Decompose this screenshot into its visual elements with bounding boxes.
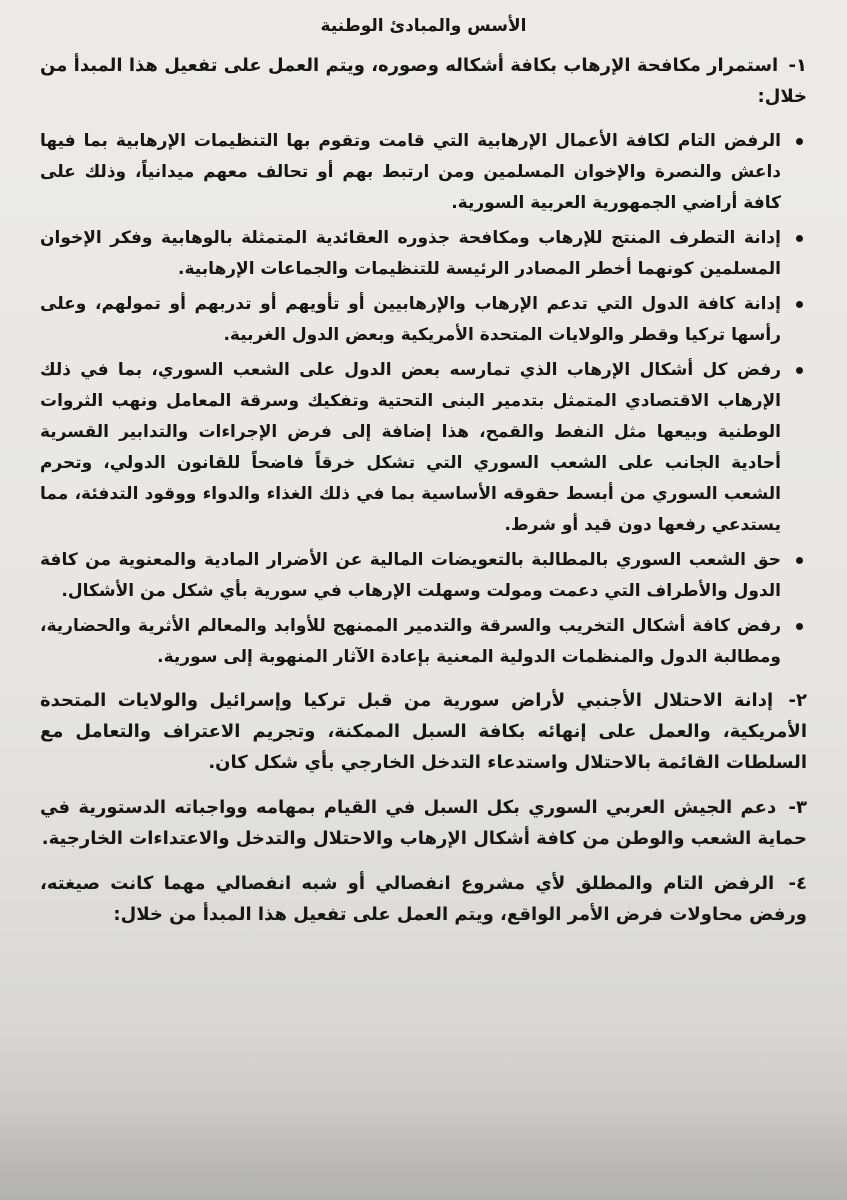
list-item-text: إدانة التطرف المنتج للإرهاب ومكافحة جذوره العقائدية المتمثلة بالوهابية وفكر الإخوان المسلمين كونهما أخطر المصادر الرئيسة للتنظيمات والجماعات الإرهابية. [40, 228, 781, 279]
section-1-paragraph [40, 50, 807, 112]
document-page [40, 16, 807, 1200]
bullet-dot-icon [796, 138, 803, 145]
list-item-text: إدانة كافة الدول التي تدعم الإرهاب والإرهابيين أو تأويهم أو تدربهم أو تمولهم، وعلى رأسها تركيا وقطر والولايات المتحدة الأمريكية وبعض الدول الغربية. [40, 294, 781, 345]
list-item-text: حق الشعب السوري بالمطالبة بالتعويضات المالية عن الأضرار المادية والمعنوية من كافة الدول والأطراف التي دعمت ومولت وسهلت الإرهاب في سورية بأي شكل من الأشكال. [40, 550, 781, 601]
section-text: الرفض التام والمطلق لأي مشروع انفصالي أو شبه انفصالي مهما كانت صيغته، ورفض محاولات فرض الأمر الواقع، ويتم العمل على تفعيل هذا المبدأ من خلال: [40, 873, 807, 925]
list-item-text: رفض كافة أشكال التخريب والسرقة والتدمير الممنهج للأوابد والمعالم الأثرية والحضارية، ومطالبة الدول والمنظمات الدولية المعنية بإعادة الآثار المنهوبة إلى سورية. [40, 616, 781, 667]
section-text: استمرار مكافحة الإرهاب بكافة أشكاله وصوره، ويتم العمل على تفعيل هذا المبدأ من خلال: [40, 55, 807, 107]
list-item [40, 611, 781, 673]
bullet-dot-icon [796, 235, 803, 242]
list-item [40, 223, 781, 285]
section-text: إدانة الاحتلال الأجنبي لأراض سورية من قبل تركيا وإسرائيل والولايات المتحدة الأمريكية، والعمل على إنهائه بكافة السبل الممكنة، وتجريم الاعتراف والتعامل مع السلطات القائمة بالاحتلال واستدعاء التدخل الخارجي بأي شكل كان. [40, 690, 807, 773]
bullet-dot-icon [796, 623, 803, 630]
bullet-dot-icon [796, 367, 803, 374]
list-item [40, 289, 781, 351]
section-4-paragraph [40, 868, 807, 930]
section-number: ١- [788, 55, 807, 76]
document-title: الأسس والمبادئ الوطنية [320, 16, 527, 36]
section-2-paragraph [40, 685, 807, 778]
section-3-paragraph [40, 792, 807, 854]
section-2 [40, 685, 807, 778]
section-text: دعم الجيش العربي السوري بكل السبل في القيام بمهامه وواجباته الدستورية في حماية الشعب والوطن من كافة أشكال الإرهاب والاحتلال والتدخل والاعتداءات الخارجية. [40, 797, 807, 849]
list-item [40, 545, 781, 607]
section-1-bullet-list [40, 126, 807, 673]
bullet-dot-icon [796, 301, 803, 308]
section-3 [40, 792, 807, 854]
section-number: ٣- [788, 797, 807, 818]
section-number: ٤- [788, 873, 807, 894]
list-item [40, 126, 781, 219]
section-number: ٢- [788, 690, 807, 711]
section-4 [40, 868, 807, 930]
bullet-dot-icon [796, 557, 803, 564]
list-item-text: رفض كل أشكال الإرهاب الذي تمارسه بعض الدول على الشعب السوري، بما في ذلك الإرهاب الاقتصادي المتمثل بتدمير البنى التحتية وتفكيك وسرقة المعامل ونهب الثروات الوطنية وبيعها مثل النفط والقمح، هذا إضافة إلى فرض الإجراءات والتدابير القسرية أحادية الجانب على الشعب السوري التي تشكل خرقاً فاضحاً للقانون الدولي، وتحرم الشعب السوري من أبسط حقوقه الأساسية بما في ذلك الغذاء والدواء ووقود التدفئة، مما يستدعي رفعها دون قيد أو شرط. [40, 360, 781, 535]
section-1 [40, 50, 807, 673]
list-item [40, 355, 781, 541]
list-item-text: الرفض التام لكافة الأعمال الإرهابية التي قامت وتقوم بها التنظيمات الإرهابية بما فيها داعش والنصرة والإخوان المسلمين ومن ارتبط بهم أو تحالف معهم ميدانياً، وذلك على كافة أراضي الجمهورية العربية السورية. [40, 131, 781, 213]
